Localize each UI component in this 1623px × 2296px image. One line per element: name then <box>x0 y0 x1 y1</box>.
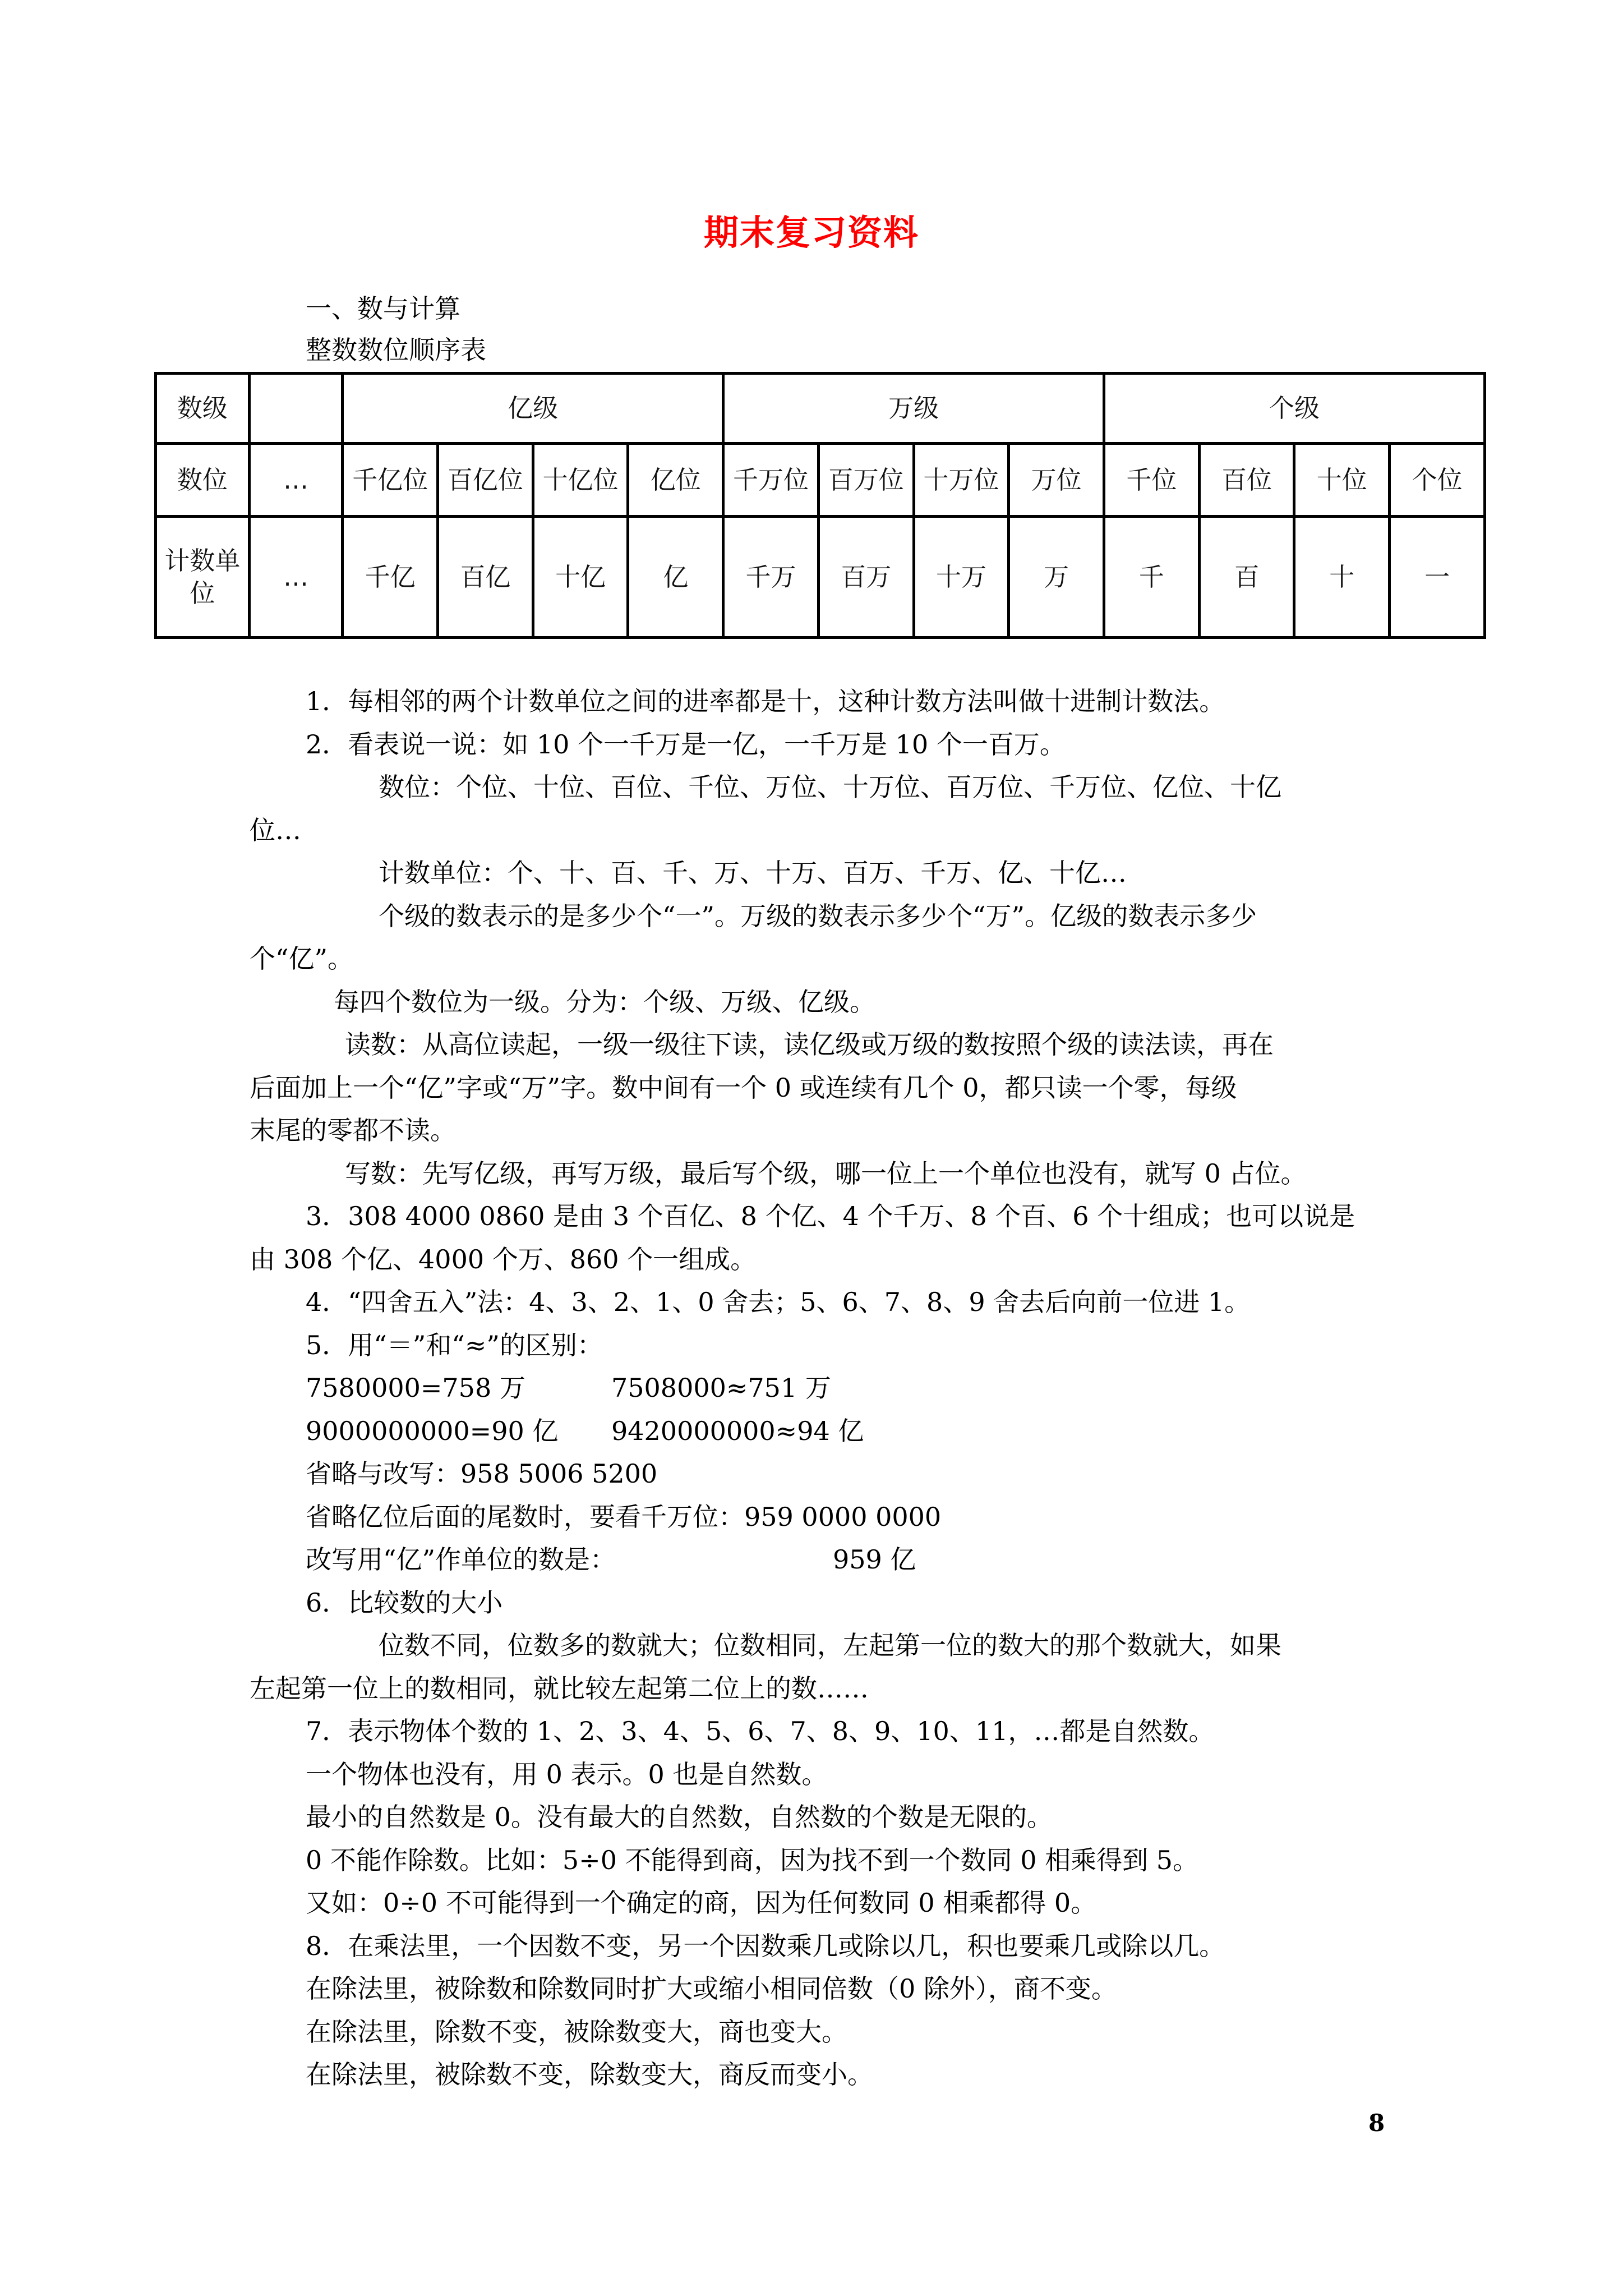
table-cell: 亿级 <box>343 374 723 444</box>
text-line: 8．在乘法里，一个因数不变，另一个因数乘几或除以几，积也要乘几或除以几。 <box>306 1930 1225 1961</box>
table-cell: 百亿 <box>438 517 533 638</box>
text-line: 计数单位：个、十、百、千、万、十万、百万、千万、亿、十亿… <box>379 858 1127 888</box>
text-line: 7．表示物体个数的 1、2、3、4、5、6、7、8、9、10、11，…都是自然数。 <box>306 1716 1215 1746</box>
text-line: 一个物体也没有，用 0 表示。0 也是自然数。 <box>306 1759 828 1789</box>
table-caption: 整数数位顺序表 <box>306 335 486 365</box>
table-cell: 个级 <box>1104 374 1485 444</box>
text-line: 数位：个位、十位、百位、千位、万位、十万位、百万位、千万位、亿位、十亿 <box>379 772 1281 802</box>
table-cell: … <box>249 444 343 517</box>
text-segment: 改写用“亿”作单位的数是： <box>306 1544 616 1575</box>
text-line: 位数不同，位数多的数就大；位数相同，左起第一位的数大的那个数就大，如果 <box>379 1630 1281 1660</box>
text-line: 末尾的零都不读。 <box>250 1115 456 1145</box>
table-row-place <box>156 444 1485 517</box>
table-cell: 十亿位 <box>533 444 628 517</box>
text-line: 0 不能作除数。比如：5÷0 不能得到商，因为找不到一个数同 0 相乘得到 5。 <box>306 1844 1198 1875</box>
table-cell: 十 <box>1294 517 1390 638</box>
table-cell: 百 <box>1199 517 1294 638</box>
table-cell: 万 <box>1009 517 1104 638</box>
text-line: 在除法里，被除数不变，除数变大，商反而变小。 <box>306 2059 873 2090</box>
text-segment: 7580000=758 万 <box>306 1373 525 1403</box>
table-cell: 千万 <box>723 517 819 638</box>
text-line: 个级的数表示的是多少个“一”。万级的数表示多少个“万”。亿级的数表示多少 <box>379 900 1257 931</box>
text-segment: 9000000000=90 亿 <box>306 1415 559 1446</box>
text-line: 最小的自然数是 0。没有最大的自然数，自然数的个数是无限的。 <box>306 1802 1053 1832</box>
text-line: 个“亿”。 <box>250 944 354 974</box>
table-cell: 亿 <box>628 517 723 638</box>
table-cell: 百万位 <box>818 444 914 517</box>
text-line: 省略亿位后面的尾数时，要看千万位：959 0000 0000 <box>306 1501 942 1532</box>
page-number: 8 <box>1368 2109 1385 2137</box>
text-line: 2．看表说一说：如 10 个一千万是一亿，一千万是 10 个一百万。 <box>306 729 1066 760</box>
text-line: 后面加上一个“亿”字或“万”字。数中间有一个 0 或连续有几个 0，都只读一个零，每级 <box>250 1072 1237 1103</box>
table-cell: 十万位 <box>914 444 1009 517</box>
text-line: 位… <box>250 815 301 845</box>
text-segment: 7508000≈751 万 <box>611 1373 831 1403</box>
table-row-unit <box>156 517 1485 638</box>
table-row-class <box>156 374 1485 444</box>
table-cell: 十亿 <box>533 517 628 638</box>
text-line: 1．每相邻的两个计数单位之间的进率都是十，这种计数方法叫做十进制计数法。 <box>306 686 1225 716</box>
text-line: 5．用“＝”和“≈”的区别： <box>306 1329 603 1360</box>
table-cell: 万位 <box>1009 444 1104 517</box>
text-line: 6．比较数的大小 <box>306 1587 503 1618</box>
text-line: 左起第一位上的数相同，就比较左起第二位上的数…… <box>250 1673 869 1704</box>
text-line: 每四个数位为一级。分为：个级、万级、亿级。 <box>334 986 875 1017</box>
page-title: 期末复习资料 <box>703 212 919 253</box>
table-cell: 个位 <box>1390 444 1485 517</box>
table-cell: 百亿位 <box>438 444 533 517</box>
text-line: 写数：先写亿级，再写万级，最后写个级，哪一位上一个单位也没有，就写 0 占位。 <box>345 1158 1307 1189</box>
table-cell: 千万位 <box>723 444 819 517</box>
text-line <box>250 1538 1402 1581</box>
text-line: 在除法里，被除数和除数同时扩大或缩小相同倍数（0 除外），商不变。 <box>306 1973 1117 2004</box>
table-cell: 计数单位 <box>156 517 250 638</box>
table-cell: 亿位 <box>628 444 723 517</box>
table-cell: 十位 <box>1294 444 1390 517</box>
text-line: 3．308 4000 0860 是由 3 个百亿、8 个亿、4 个千万、8 个百、6 个十组成；也可以说是 <box>306 1201 1355 1231</box>
table-cell: 百位 <box>1199 444 1294 517</box>
text-line: 由 308 个亿、4000 个万、860 个一组成。 <box>250 1244 757 1274</box>
table-cell: 千位 <box>1104 444 1200 517</box>
section-heading: 一、数与计算 <box>306 293 460 324</box>
table-cell: 数位 <box>156 444 250 517</box>
text-segment: 959 亿 <box>833 1544 916 1575</box>
table-cell: 百万 <box>818 517 914 638</box>
text-line <box>250 1366 1402 1410</box>
text-line <box>250 1410 1402 1453</box>
table-cell: 一 <box>1390 517 1485 638</box>
text-line: 4．“四舍五入”法：4、3、2、1、0 舍去；5、6、7、8、9 舍去后向前一位进 1。 <box>306 1287 1251 1317</box>
table-cell: … <box>249 517 343 638</box>
table-cell: 数级 <box>156 374 250 444</box>
digit-order-table <box>154 372 1486 639</box>
table-cell <box>249 374 343 444</box>
text-line: 又如：0÷0 不可能得到一个确定的商，因为任何数同 0 相乘都得 0。 <box>306 1888 1097 1918</box>
table-cell: 十万 <box>914 517 1009 638</box>
body-text <box>250 680 1402 2096</box>
table-cell: 万级 <box>723 374 1104 444</box>
text-line: 读数：从高位读起，一级一级往下读，读亿级或万级的数按照个级的读法读，再在 <box>345 1029 1274 1060</box>
table-cell: 千亿 <box>343 517 438 638</box>
text-segment: 9420000000≈94 亿 <box>611 1415 864 1446</box>
table-cell: 千亿位 <box>343 444 438 517</box>
text-line: 在除法里，除数不变，被除数变大，商也变大。 <box>306 2016 847 2047</box>
table-cell: 千 <box>1104 517 1200 638</box>
text-line: 省略与改写：958 5006 5200 <box>306 1458 658 1489</box>
